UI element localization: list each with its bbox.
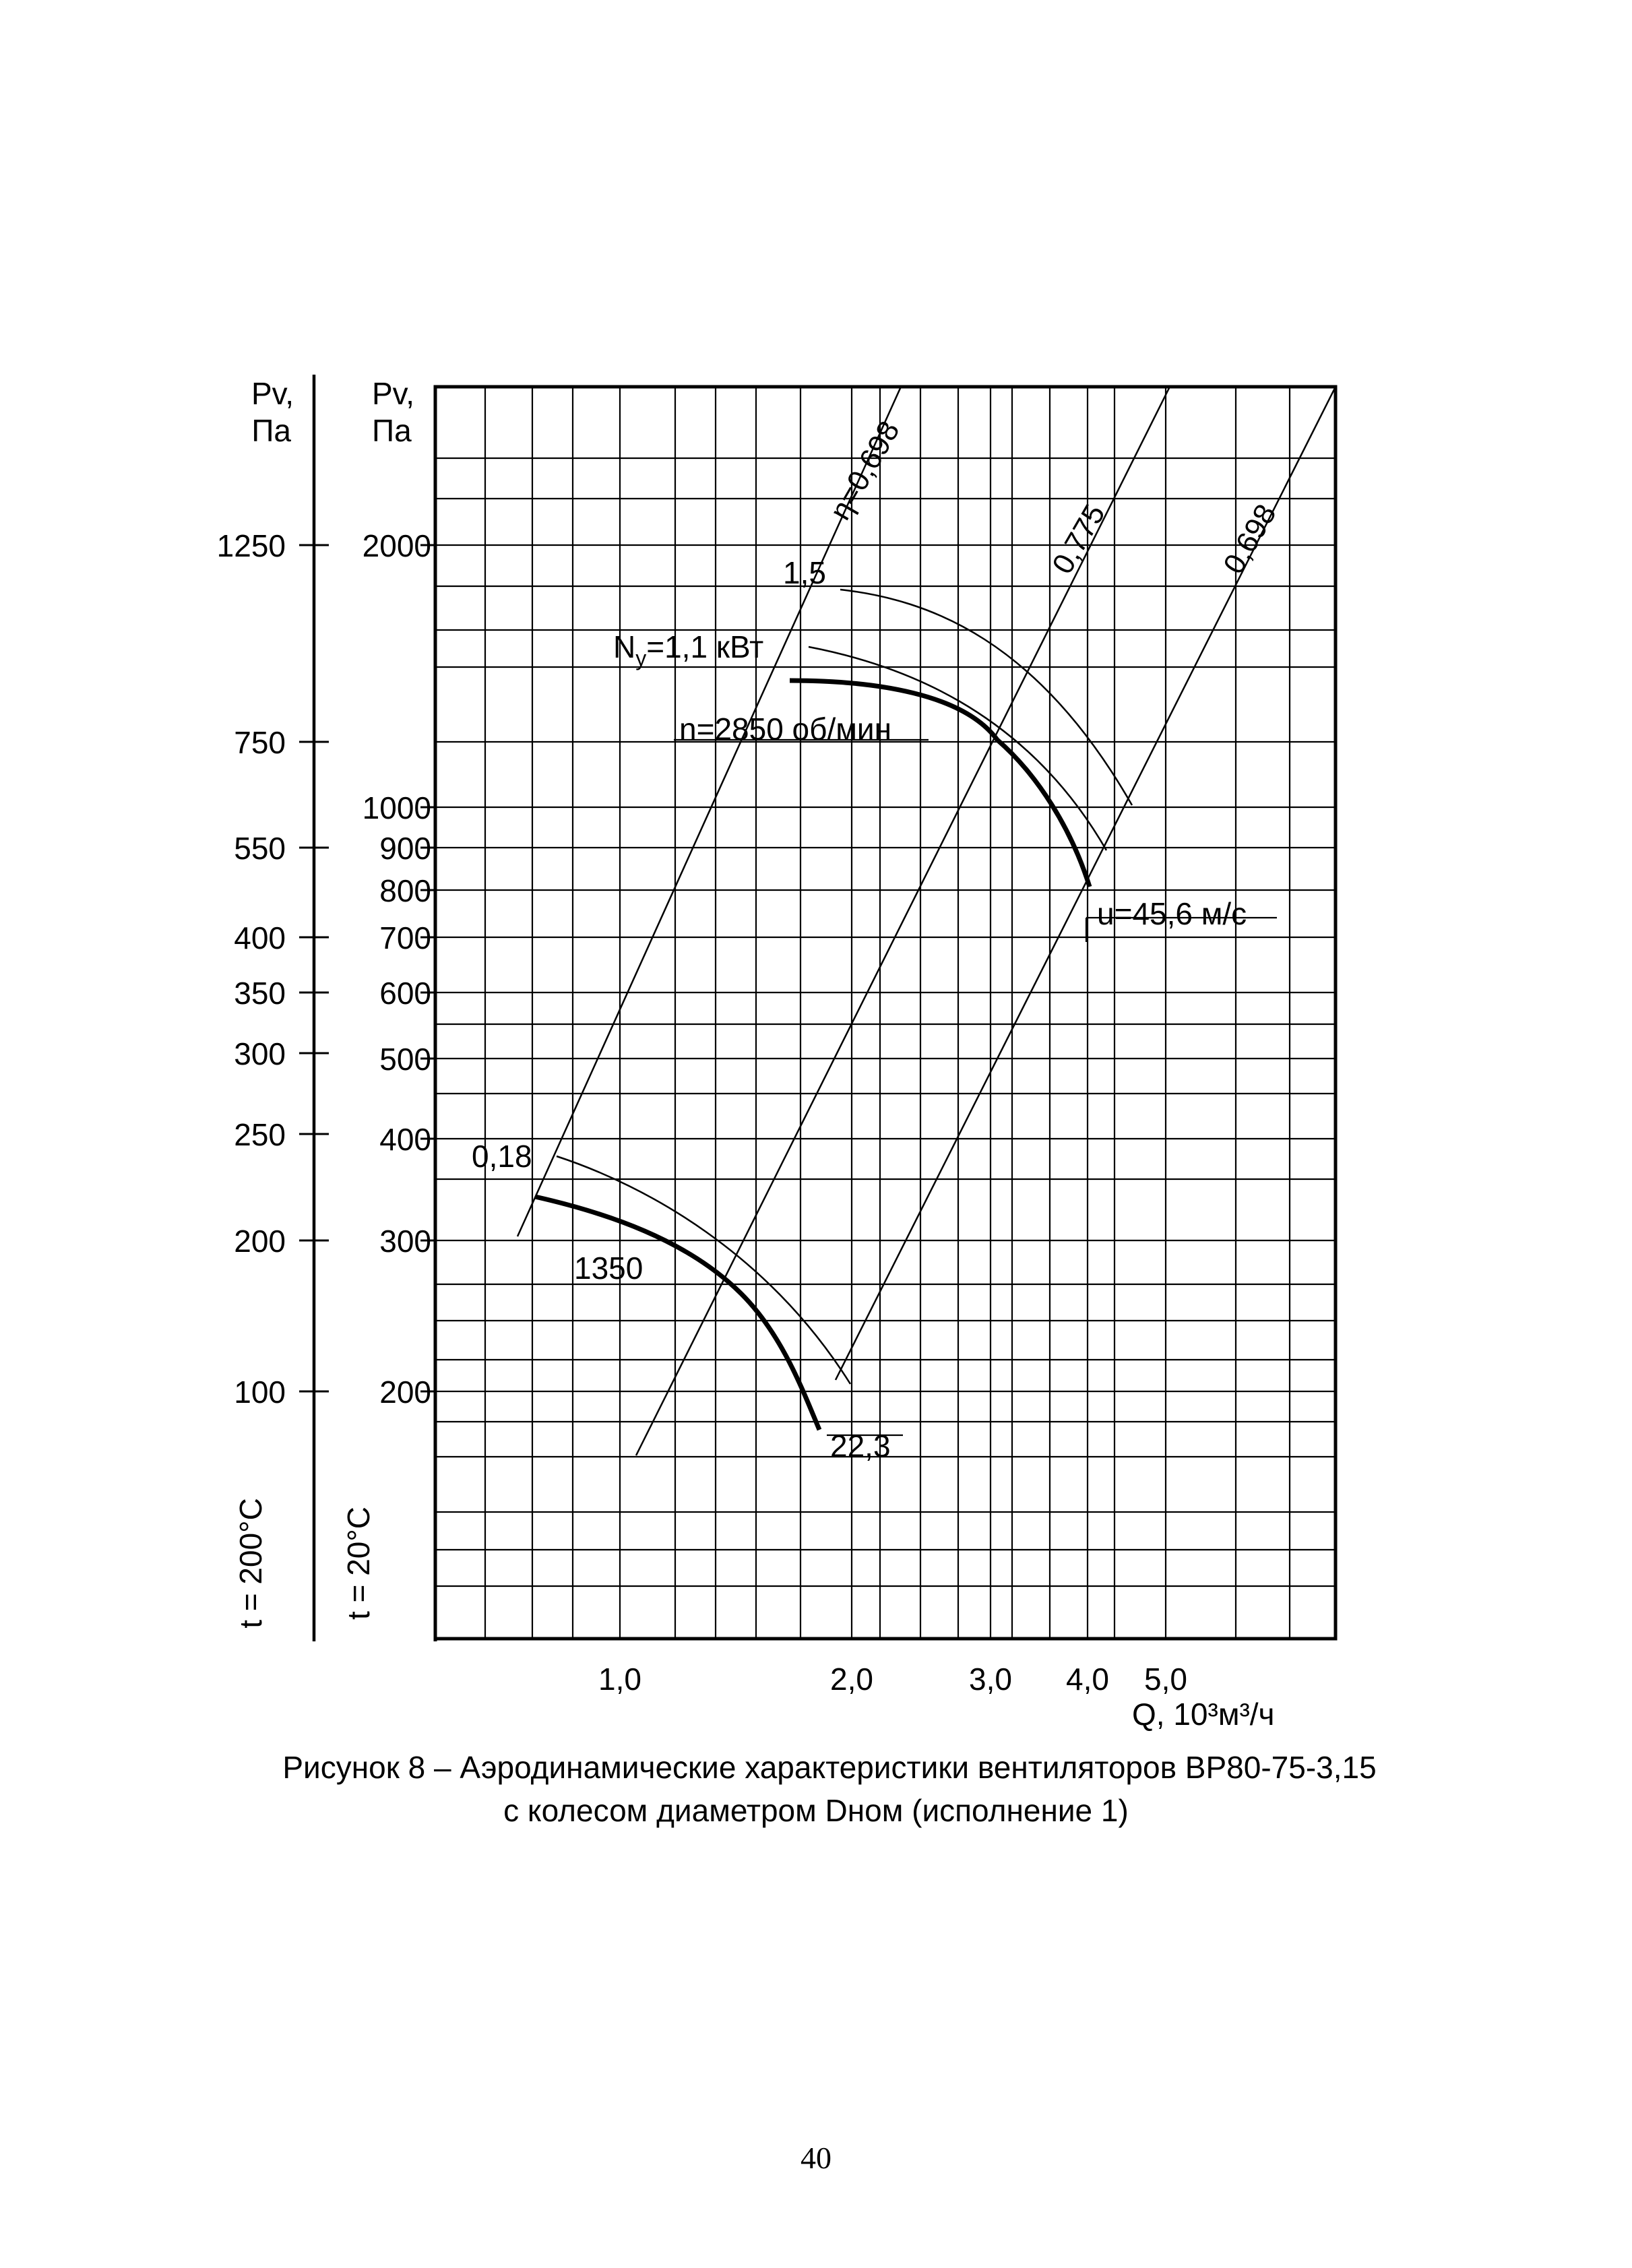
page-number: 40 bbox=[801, 2141, 831, 2175]
y-left-ticks bbox=[217, 528, 286, 1410]
y-right-tick-800: 800 bbox=[379, 873, 431, 908]
y-right-condition: t = 20°C bbox=[341, 1507, 376, 1620]
x-tick-5: 5,0 bbox=[1144, 1662, 1187, 1697]
y-left-header-2: Па bbox=[251, 413, 291, 448]
y-left-tick-1250: 1250 bbox=[216, 528, 286, 563]
y-right-ticks bbox=[363, 528, 431, 1410]
label-tip-speed-low: 22,3 bbox=[830, 1428, 891, 1463]
label-power-1-1: $N_y=1,1$ кВт bbox=[613, 629, 764, 670]
y-right-header-2: Па bbox=[372, 413, 412, 448]
y-right-tick-600: 600 bbox=[379, 976, 431, 1011]
y-right-tick-marks bbox=[420, 545, 435, 1391]
y-right-tick-200: 200 bbox=[379, 1375, 431, 1410]
y-right-tick-700: 700 bbox=[379, 920, 431, 955]
y-right-header-1: Pv, bbox=[372, 376, 415, 411]
y-left-tick-550: 550 bbox=[234, 831, 286, 866]
y-right-tick-900: 900 bbox=[379, 831, 431, 866]
y-left-tick-100: 100 bbox=[234, 1375, 286, 1410]
annotation-leaders bbox=[674, 740, 1277, 1435]
label-speed-1350: 1350 bbox=[574, 1251, 644, 1286]
label-power-0-18: 0,18 bbox=[472, 1139, 532, 1174]
y-left-tick-750: 750 bbox=[234, 725, 286, 760]
x-ticks bbox=[598, 1662, 1187, 1697]
x-tick-2: 2,0 bbox=[830, 1662, 873, 1697]
y-right-tick-500: 500 bbox=[379, 1042, 431, 1077]
label-tip-speed-high: u=45,6 м/с bbox=[1097, 896, 1247, 931]
y-left-tick-250: 250 bbox=[234, 1117, 286, 1152]
y-right-tick-300: 300 bbox=[379, 1224, 431, 1259]
y-right-tick-400: 400 bbox=[379, 1122, 431, 1157]
x-tick-3: 3,0 bbox=[969, 1662, 1012, 1697]
pressure-curves bbox=[535, 681, 1090, 1430]
figure-caption-line-2: с колесом диаметром Dном (исполнение 1) bbox=[503, 1793, 1129, 1828]
y-left-tick-350: 350 bbox=[234, 976, 286, 1011]
x-axis-label: Q, 10³м³/ч bbox=[1132, 1697, 1275, 1732]
y-left-tick-300: 300 bbox=[234, 1036, 286, 1071]
label-speed-2850: n=2850 об/мин bbox=[679, 712, 891, 747]
y-left-tick-400: 400 bbox=[234, 920, 286, 955]
label-efficiency-3: 0,698 bbox=[1217, 499, 1283, 579]
y-left-condition: t = 200°C bbox=[233, 1498, 268, 1629]
x-tick-1: 1,0 bbox=[598, 1662, 641, 1697]
figure-caption-line-1: Рисунок 8 – Аэродинамические характеристики вентиляторов ВР80-75-3,15 bbox=[282, 1750, 1377, 1785]
chart-annotations bbox=[472, 416, 1283, 1463]
y-right-tick-1000: 1000 bbox=[362, 790, 431, 825]
y-left-tick-200: 200 bbox=[234, 1224, 286, 1259]
label-efficiency-2: 0,775 bbox=[1046, 499, 1112, 579]
label-power-1-5: 1,5 bbox=[783, 555, 826, 590]
y-left-header-1: Pv, bbox=[251, 376, 294, 411]
y-right-tick-2000: 2000 bbox=[362, 528, 431, 563]
label-efficiency-1: η=0,698 bbox=[823, 415, 906, 526]
pressure-curve-1350 bbox=[535, 1197, 819, 1430]
x-tick-4: 4,0 bbox=[1066, 1662, 1109, 1697]
